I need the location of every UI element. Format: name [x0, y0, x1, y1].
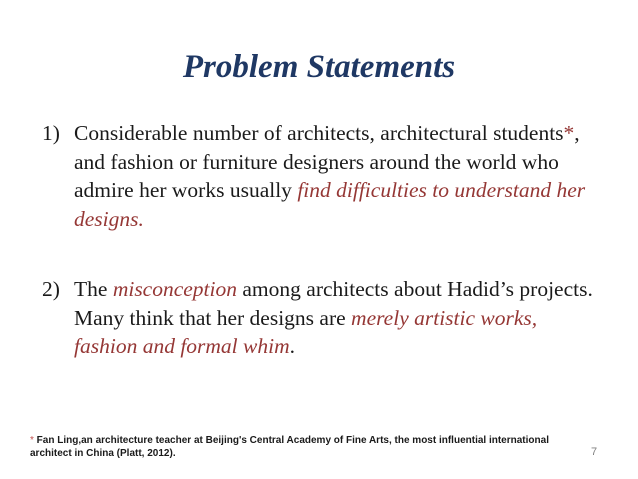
item-text [74, 119, 602, 234]
highlighted-text: merely artistic works, fashion and formal whim [74, 305, 538, 359]
item-text-part: Considerable number of architects, architectural students [74, 121, 564, 145]
footnote-asterisk: * [563, 121, 575, 145]
slide-title: Problem Statements [182, 49, 456, 85]
highlighted-text: misconception [112, 277, 238, 301]
list-item-2 [42, 275, 602, 361]
footnote [30, 434, 590, 460]
highlighted-text: find difficulties to understand her designs. [74, 178, 586, 232]
item-number: 2) [42, 277, 60, 301]
item-text-part: , and fashion or furniture designers around the world who admire her works usually [74, 121, 580, 203]
item-text-part: The [74, 277, 113, 301]
page-number: 7 [591, 446, 598, 458]
item-text [74, 275, 602, 361]
item-number: 1) [42, 121, 60, 145]
footnote-text: Fan Ling,an architecture teacher at Beijing's Central Academy of Fine Arts, the most influential international architect in China (Platt, 2012). [30, 435, 549, 459]
footnote-marker: * [30, 435, 34, 446]
item-text-part: among architects about Hadid’s projects. Many think that her designs are [74, 277, 593, 330]
item-text-part: . [289, 334, 295, 359]
list-item-1 [42, 119, 602, 234]
